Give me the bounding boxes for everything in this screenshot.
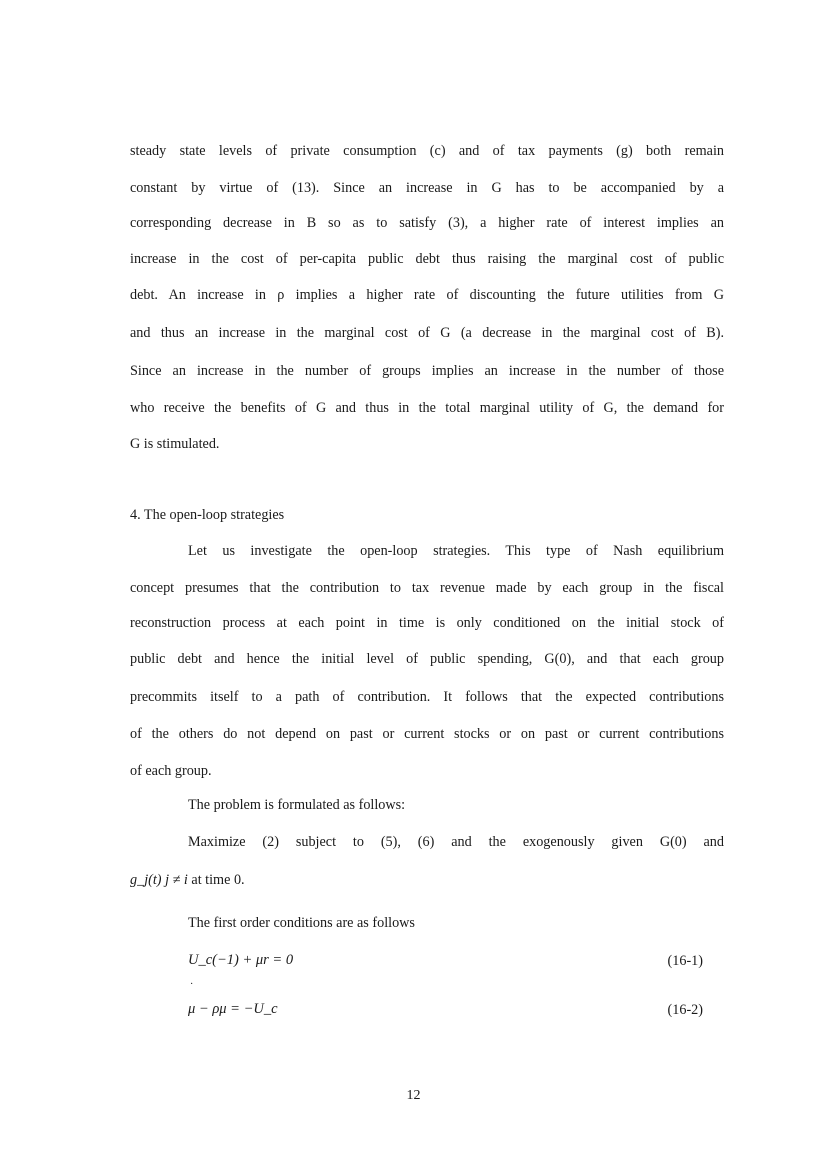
math-expression: g_j(t) j ≠ i bbox=[130, 872, 188, 888]
paragraph-line: concept presumes that the contribution to tax revenue made by each group in the fiscal bbox=[130, 580, 724, 596]
paragraph-line bbox=[130, 871, 724, 889]
paragraph-line: precommits itself to a path of contribution. It follows that the expected contributions bbox=[130, 689, 724, 705]
equation-16-1: U_c(−1) + μr = 0 bbox=[188, 952, 294, 968]
paragraph-line: of the others do not depend on past or current stocks or on past or current contributions bbox=[130, 726, 724, 742]
paragraph-line: steady state levels of private consumption (c) and of tax payments (g) both remain bbox=[130, 143, 724, 159]
paragraph-line: Maximize (2) subject to (5), (6) and the exogenously given G(0) and bbox=[188, 834, 724, 850]
paragraph-line: corresponding decrease in B so as to satisfy (3), a higher rate of interest implies an bbox=[130, 215, 724, 231]
equation-number: (16-1) bbox=[667, 953, 703, 969]
paragraph-line: and thus an increase in the marginal cost of G (a decrease in the marginal cost of B). bbox=[130, 325, 724, 341]
section-heading: 4. The open-loop strategies bbox=[130, 507, 285, 523]
paragraph-line: Let us investigate the open-loop strategies. This type of Nash equilibrium bbox=[188, 543, 724, 559]
paragraph-line: increase in the cost of per-capita public debt thus raising the marginal cost of public bbox=[130, 251, 724, 267]
paragraph-line: who receive the benefits of G and thus in the total marginal utility of G, the demand for bbox=[130, 400, 724, 416]
page-number: 12 bbox=[406, 1088, 421, 1103]
paragraph-line: The first order conditions are as follows bbox=[188, 915, 415, 931]
paragraph-line: public debt and hence the initial level of public spending, G(0), and that each group bbox=[130, 651, 724, 667]
equation-number: (16-2) bbox=[667, 1002, 703, 1018]
equation-16-2: μ − ρμ = −U_c bbox=[188, 1001, 278, 1017]
inline-text: at time 0. bbox=[187, 872, 245, 888]
paragraph-line: Since an increase in the number of groups implies an increase in the number of those bbox=[130, 363, 724, 379]
time-derivative-dot: · bbox=[190, 979, 194, 990]
paragraph-line: reconstruction process at each point in time is only conditioned on the initial stock of bbox=[130, 615, 724, 631]
paragraph-line: of each group. bbox=[130, 763, 212, 779]
paragraph-line: debt. An increase in ρ implies a higher rate of discounting the future utilities from G bbox=[130, 287, 724, 303]
paragraph-line: constant by virtue of (13). Since an increase in G has to be accompanied by a bbox=[130, 180, 724, 196]
paragraph-line: G is stimulated. bbox=[130, 436, 220, 452]
paragraph-line: The problem is formulated as follows: bbox=[188, 797, 406, 813]
